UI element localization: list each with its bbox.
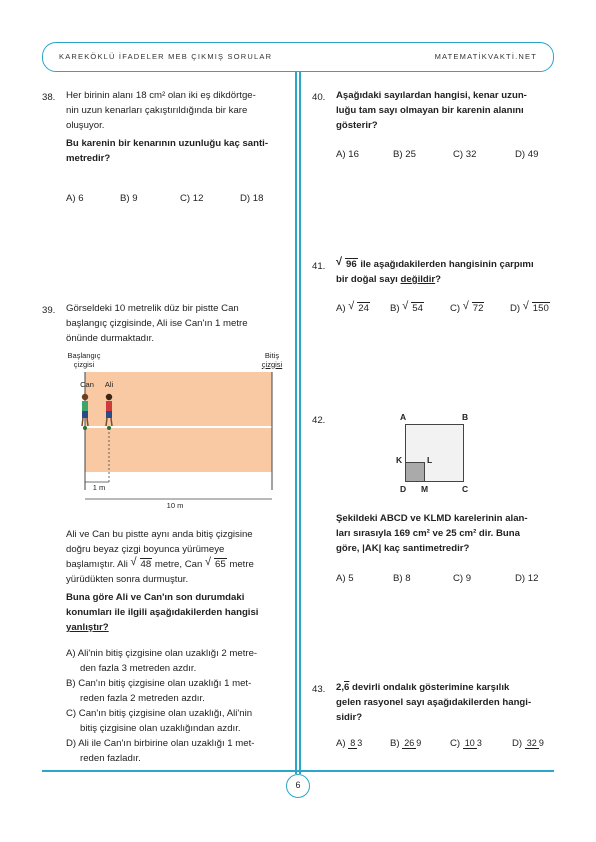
point-a-label: A — [400, 412, 407, 422]
q40-options — [336, 149, 538, 160]
q41-option-c[interactable] — [450, 302, 510, 314]
start-label-line: çizgisi — [73, 359, 95, 369]
q41-text-part: ile aşağıdakilerden hangisinin çarpımı — [357, 259, 534, 270]
q39-line: başlangıç çizgisinde, Ali ise Can'ın 1 metre — [66, 318, 248, 329]
q41-text-part: ? — [435, 274, 442, 285]
option-letter: A) — [336, 303, 346, 314]
q40-option-b[interactable]: B) 25 — [393, 149, 416, 160]
q39-option-c-cont[interactable]: bitiş çizgisine olan uzaklığından azdır. — [80, 723, 241, 734]
footer-line — [42, 770, 554, 772]
q41-number: 41. — [312, 261, 326, 272]
q43-text-part: 2, — [336, 682, 345, 693]
q43-text-part: devirli ondalık gösterimine karşılık — [349, 682, 510, 693]
q38-text — [66, 88, 291, 166]
q43-option-b[interactable] — [390, 738, 450, 749]
repeating-digit: 6 — [344, 682, 350, 693]
finish-label-line: çizgisi — [261, 359, 283, 369]
option-letter: D) — [512, 738, 523, 750]
q40-option-c[interactable]: C) 32 — [453, 149, 477, 160]
q40-option-d[interactable]: D) 49 — [515, 149, 539, 160]
one-m-label: 1 m — [92, 483, 106, 492]
q39-question: Buna göre Ali ve Can'ın son durumdaki — [66, 592, 245, 603]
point-m-label: M — [421, 484, 429, 494]
ali-label: Ali — [104, 380, 114, 389]
q41-line — [336, 257, 558, 272]
radicand: 54 — [412, 303, 423, 314]
numerator: 10 — [464, 738, 475, 748]
denominator: 3 — [476, 738, 482, 748]
q41-option-d[interactable] — [510, 302, 550, 314]
header-site: MATEMATİKVAKTİ.NET — [434, 52, 537, 61]
option-letter: C) — [450, 303, 461, 314]
sqrt-96: √ 96 — [336, 256, 357, 270]
q39-option-d-cont[interactable]: reden fazladır. — [80, 753, 141, 764]
option-letter: B) — [390, 738, 400, 750]
q43-line: sidir? — [336, 712, 363, 723]
radicand: 48 — [140, 559, 152, 570]
fraction — [348, 738, 362, 749]
q41-option-a[interactable] — [336, 302, 390, 314]
q38-option-a[interactable]: A) 6 — [66, 193, 84, 204]
q41-emphasis: değildir — [400, 274, 436, 285]
q39-option-d[interactable]: D) Ali ile Can'ın birbirine olan uzaklığı 1 met- — [66, 738, 255, 749]
point-l-label: L — [427, 455, 433, 465]
q43-options — [336, 738, 544, 749]
ten-m-label: 10 m — [166, 501, 184, 510]
q43-option-a[interactable] — [336, 738, 390, 749]
q38-line: Her birinin alanı 18 cm² olan iki eş dikdörtge- — [66, 90, 256, 101]
q39-question: yanlıştır? — [66, 622, 109, 633]
q41-option-b[interactable] — [390, 302, 450, 314]
q39-line: Görseldeki 10 metrelik düz bir pistte Can — [66, 303, 239, 314]
sqrt-option: √ 24 — [348, 300, 369, 314]
sqrt-option: √ 54 — [402, 300, 423, 314]
q38-option-c[interactable]: C) 12 — [180, 193, 204, 204]
sqrt-option: √ 72 — [462, 300, 484, 314]
q39-option-a-cont[interactable]: den fazla 3 metreden azdır. — [80, 663, 197, 674]
q39-line: doğru beyaz çizgi boyunca yürümeye — [66, 544, 225, 555]
q40-question — [336, 88, 558, 133]
q40-line: gösterir? — [336, 120, 378, 131]
q39-options — [66, 646, 291, 766]
q42-line: ları sırasıyla 169 cm² ve 25 cm² dir. Buna — [336, 528, 520, 539]
option-letter: D) — [510, 303, 521, 314]
can-foot-dot — [83, 426, 87, 430]
q43-line — [336, 680, 558, 695]
q42-option-d[interactable]: D) 12 — [515, 573, 539, 584]
q39-text-part: başlamıştır. Ali — [66, 559, 131, 570]
point-c-label: C — [462, 484, 469, 494]
q39-option-a[interactable]: A) Ali'nin bitiş çizgisine olan uzaklığı 2 metre- — [66, 648, 258, 659]
q39-text-part: metre — [226, 559, 254, 570]
fraction — [402, 738, 421, 749]
option-letter: B) — [390, 303, 400, 314]
q38-question: metredir? — [66, 153, 111, 164]
finish-label-line: Bitiş — [264, 351, 280, 360]
q39-option-b[interactable]: B) Can'ın bitiş çizgisine olan uzaklığı 1 met- — [66, 678, 252, 689]
q40-line: Aşağıdaki sayılardan hangisi, kenar uzun- — [336, 90, 527, 101]
radicand: 150 — [532, 303, 549, 314]
sqrt-65: √ 65 — [204, 556, 226, 570]
header-title: KAREKÖKLÜ İFADELER MEB ÇIKMIŞ SORULAR — [59, 52, 273, 61]
q39-option-b-cont[interactable]: reden fazla 2 metreden azdır. — [80, 693, 205, 704]
q43-option-c[interactable] — [450, 738, 512, 749]
q39-body — [66, 527, 291, 635]
numerator: 8 — [350, 738, 356, 748]
q39-intro — [66, 301, 291, 346]
denominator: 9 — [416, 738, 422, 748]
q38-question: Bu karenin bir kenarının uzunluğu kaç santi- — [66, 138, 269, 149]
point-d-label: D — [400, 484, 407, 494]
q39-text-part: metre, Can — [152, 559, 205, 570]
q38-number: 38. — [42, 92, 56, 103]
page-number: 6 — [286, 774, 310, 798]
radicand: 24 — [358, 303, 369, 314]
start-label-line: Başlangıç — [67, 351, 101, 360]
q41-line — [336, 272, 558, 287]
point-k-label: K — [396, 455, 403, 465]
q38-line: oluşuyor. — [66, 120, 105, 131]
q39-number: 39. — [42, 305, 56, 316]
q39-question: konumları ile ilgili aşağıdakilerden hangisi — [66, 607, 259, 618]
radicand: 65 — [214, 559, 226, 570]
q41-options — [336, 302, 550, 314]
ali-foot-dot — [107, 426, 111, 430]
option-letter: A) — [336, 738, 346, 750]
fraction — [463, 738, 482, 749]
q41-question — [336, 257, 558, 287]
q39-line-roots — [66, 557, 291, 572]
q38-option-b[interactable]: B) 9 — [120, 193, 138, 204]
q39-line: önünde durmaktadır. — [66, 333, 155, 344]
ali-figure — [106, 394, 112, 426]
q43-question — [336, 680, 558, 725]
q41-text-part: bir doğal sayı — [336, 274, 401, 285]
q39-option-c[interactable]: C) Can'ın bitiş çizgisine olan uzaklığı, Ali'nin — [66, 708, 253, 719]
denominator: 3 — [357, 738, 363, 748]
q39-line: yürüdükten sonra durmuştur. — [66, 574, 189, 585]
q42-option-c[interactable]: C) 9 — [453, 573, 472, 584]
q42-options — [336, 573, 538, 584]
track-figure-svg — [60, 360, 300, 520]
q40-line: luğu tam sayı olmayan bir karenin alanını — [336, 105, 524, 116]
q42-number: 42. — [312, 415, 326, 426]
point-b-label: B — [462, 412, 469, 422]
sqrt-48: √ 48 — [130, 556, 152, 570]
q38-options — [66, 193, 263, 204]
page-header — [42, 42, 554, 72]
radicand: 72 — [472, 303, 484, 314]
q42-option-a[interactable]: A) 5 — [336, 573, 354, 584]
denominator: 9 — [538, 738, 544, 748]
fraction — [525, 738, 544, 749]
q38-option-d[interactable]: D) 18 — [240, 193, 264, 204]
q43-number: 43. — [312, 684, 326, 695]
sqrt-option: √ 150 — [522, 300, 549, 314]
q38-line: nin uzun kenarları çakıştırıldığında bir kare — [66, 105, 248, 116]
numerator: 26 — [404, 738, 415, 748]
q43-line: gelen rasyonel sayı aşağıdakilerden hangi- — [336, 697, 532, 708]
numerator: 32 — [526, 738, 537, 748]
q43-option-d[interactable] — [512, 738, 544, 749]
q42-line: Şekildeki ABCD ve KLMD karelerinin alan- — [336, 513, 528, 524]
radicand: 96 — [346, 259, 357, 270]
square-klmd — [405, 462, 425, 482]
q42-line: göre, |AK| kaç santimetredir? — [336, 543, 470, 554]
q40-option-a[interactable]: A) 16 — [336, 149, 359, 160]
can-label: Can — [80, 380, 94, 389]
option-letter: C) — [450, 738, 461, 750]
q42-option-b[interactable]: B) 8 — [393, 573, 411, 584]
q42-question — [336, 511, 558, 556]
q39-line: Ali ve Can bu pistte aynı anda bitiş çizgisine — [66, 529, 253, 540]
q40-number: 40. — [312, 92, 326, 103]
